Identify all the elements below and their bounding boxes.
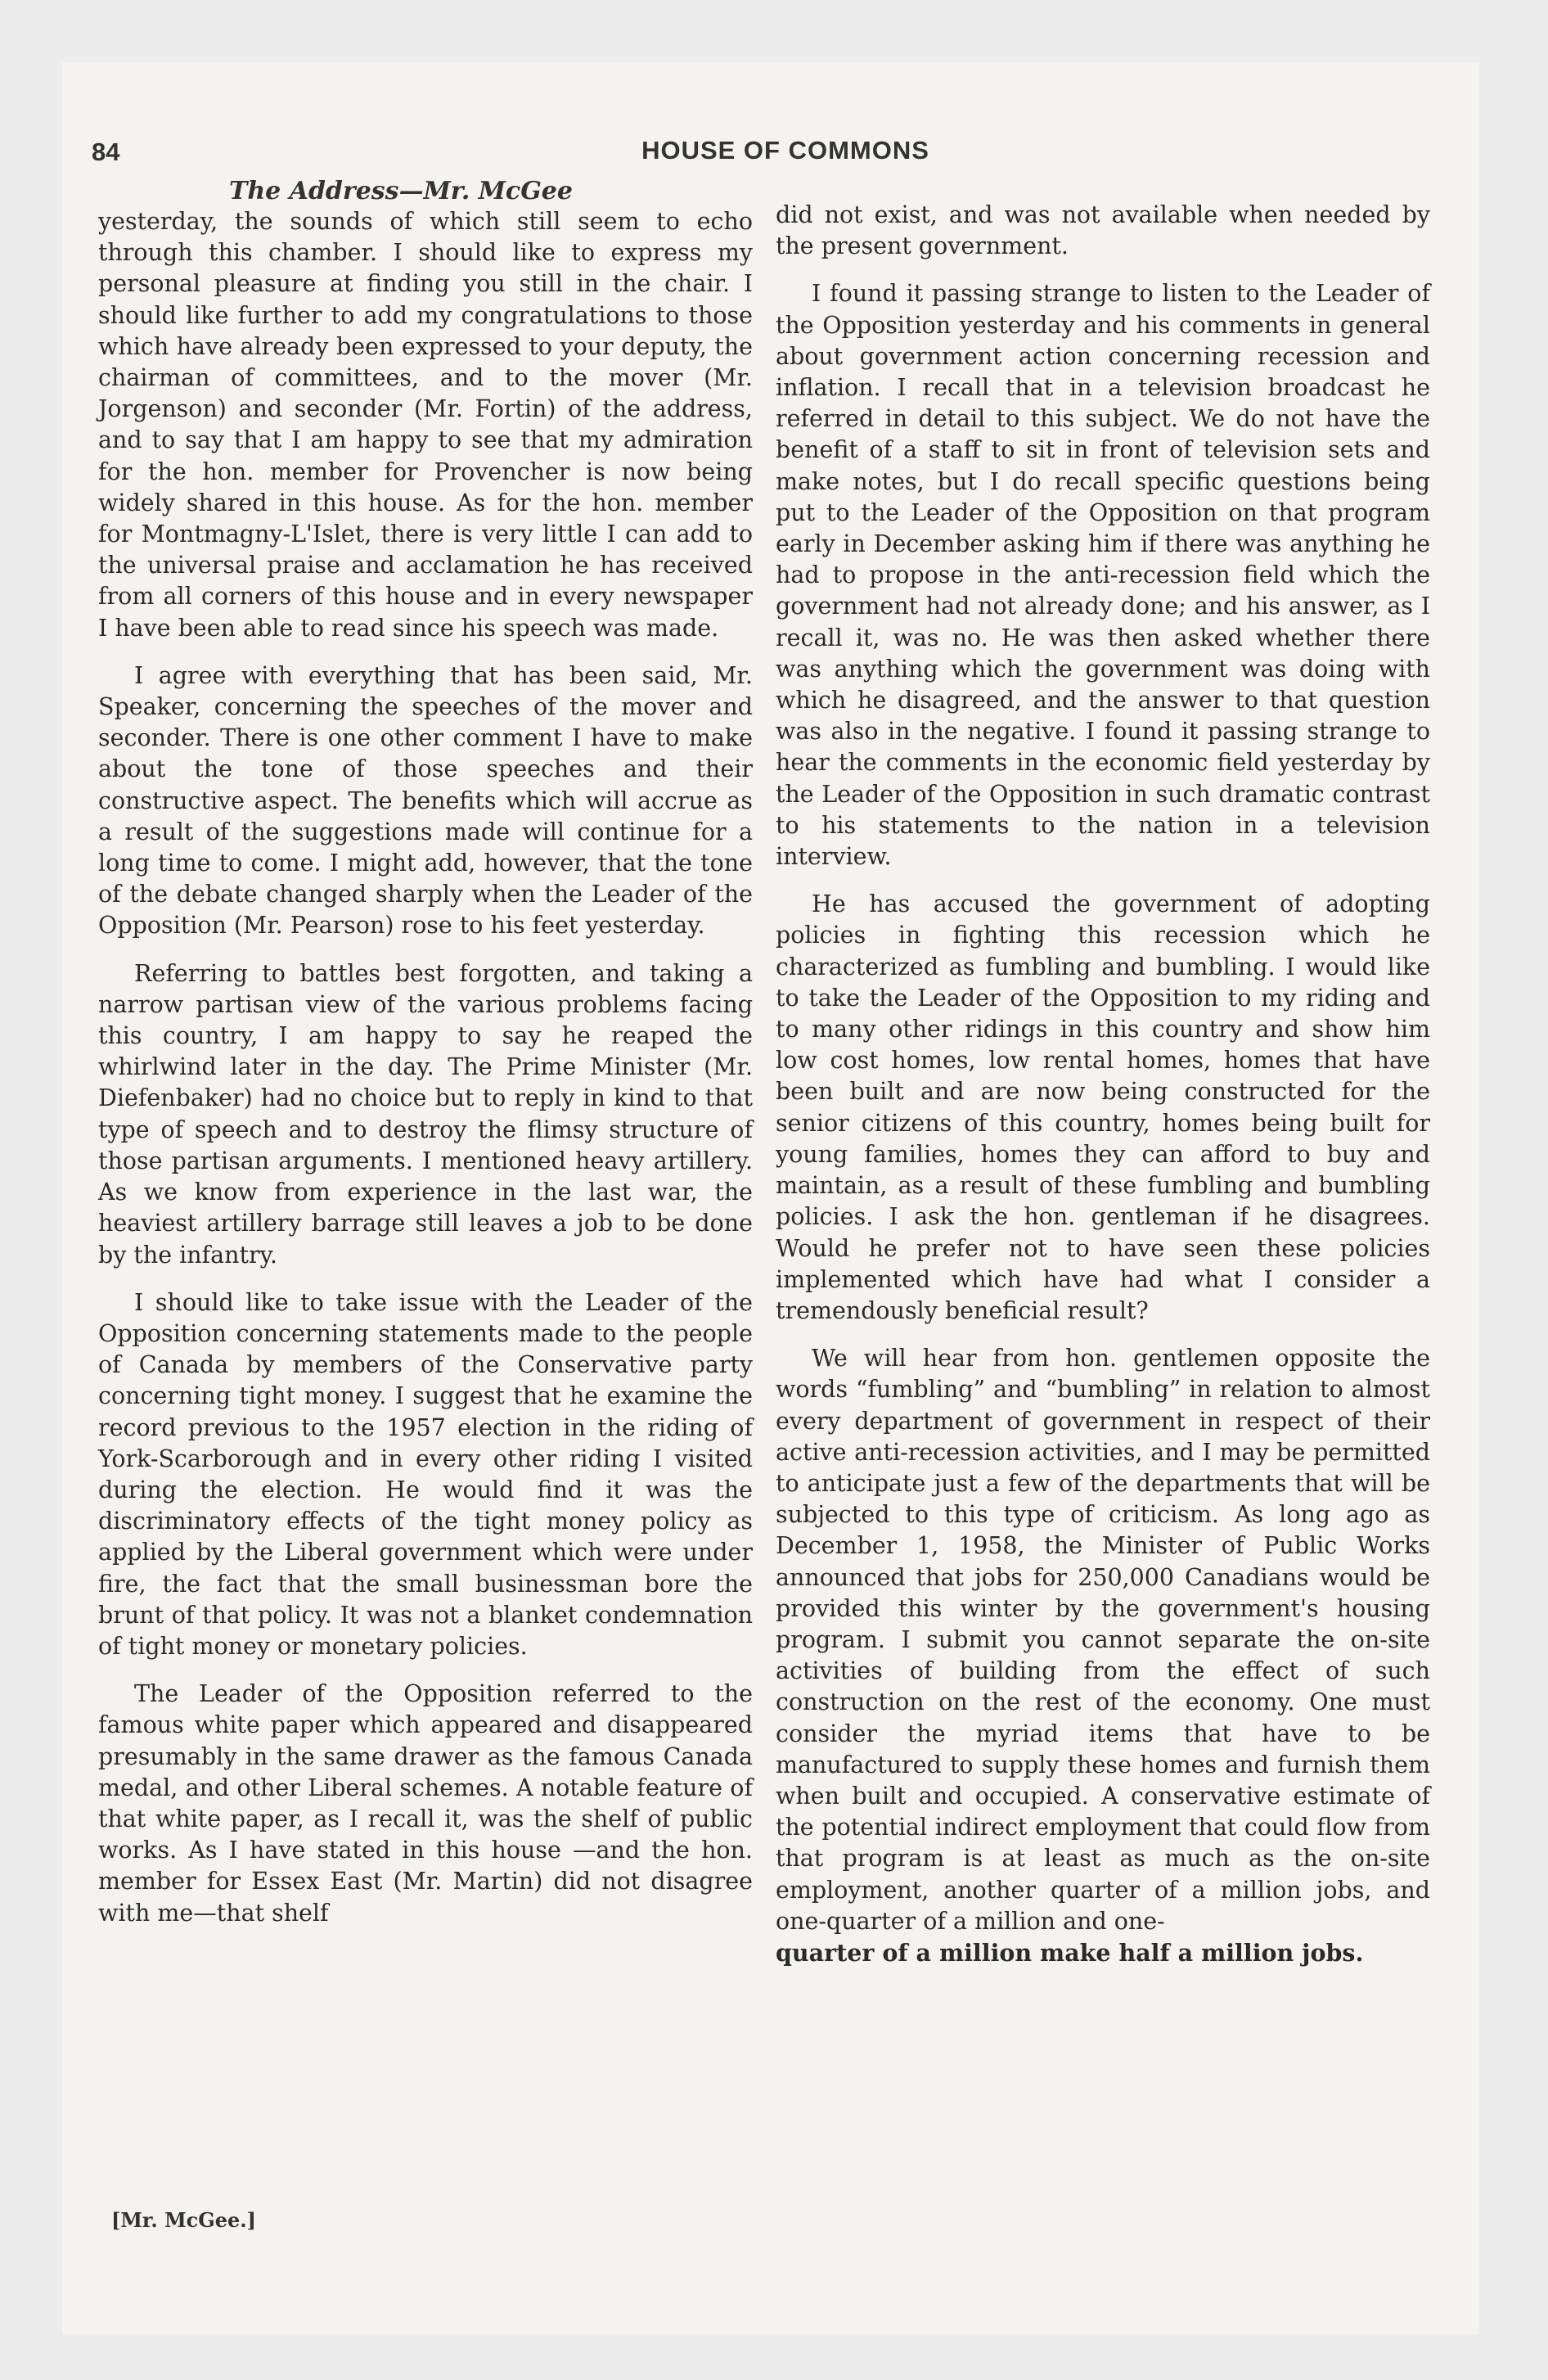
- closing-line: quarter of a million make half a million jobs.: [776, 1938, 1364, 1967]
- paragraph: The Leader of the Opposition referred to the famous white paper which appeared and disappeared presumably in the same drawer as the famous Canada medal, and other Liberal schemes. A notable feature of that white paper, as I recall it, was the shelf of public works. As I have stated in this house —and the hon. member for Essex East (Mr. Martin) did not disagree with me—that shelf: [98, 1680, 753, 1927]
- page-number: 84: [92, 137, 120, 166]
- speaker-footer: [Mr. McGee.]: [111, 2208, 256, 2232]
- paragraph: did not exist, and was not available when needed by the present government.: [776, 201, 1430, 260]
- paragraph: He has accused the government of adopting policies in fighting this recession which he characterized as fumbling and bumbling. I would like to take the Leader of the Opposition to my riding and to many other ridings in this country and show him low cost homes, low rental homes, homes that have been built and are now being constructed for the senior citizens of this country, homes being built for young families, homes they can afford to buy and maintain, as a result of these fumbling and bumbling policies. I ask the hon. gentleman if he disagrees. Would he prefer not to have seen these policies implemented which have had what I consider a tremendously beneficial result?: [776, 890, 1430, 1324]
- paragraph: I should like to take issue with the Leader of the Opposition concerning statements made to the people of Canada by members of the Conservative party concerning tight money. I suggest that he examine the record previous to the 1957 election in the riding of York-Scarborough and in every other riding I visited during the election. He would find it was the discriminatory effects of the tight money policy as applied by the Liberal government which were under fire, the fact that the small businessman bore the brunt of that policy. It was not a blanket condemnation of tight money or monetary policies.: [98, 1288, 753, 1660]
- running-head: HOUSE OF COMMONS: [641, 136, 929, 165]
- paragraph: We will hear from hon. gentlemen opposite the words “fumbling” and “bumbling” in relation to almost every department of government in respect of their active anti-recession activities, and I may be permitted to anticipate just a few of the departments that will be subjected to this type of criticism. As long ago as December 1, 1958, the Minister of Public Works announced that jobs for 250,000 Canadians would be provided this winter by the government's housing program. I submit you cannot separate the on-site activities of building from the effect of such construction on the rest of the economy. One must consider the myriad items that have to be manufactured to supply these homes and furnish them when built and occupied. A conservative estimate of the potential indirect employment that could flow from that program is at least as much as the on-site employment, another quarter of a million jobs, and one-quarter of a million and one-: [776, 1345, 1430, 1935]
- paragraph: Referring to battles best forgotten, and taking a narrow partisan view of the various problems facing this country, I am happy to say he reaped the whirlwind later in the day. The Prime Minister (Mr. Diefenbaker) had no choice but to reply in kind to that type of speech and to destroy the flimsy structure of those partisan arguments. I mentioned heavy artillery. As we know from experience in the last war, the heaviest artillery barrage still leaves a job to be done by the infantry.: [98, 959, 753, 1269]
- paragraph: I agree with everything that has been said, Mr. Speaker, concerning the speeches of the mover and seconder. There is one other comment I have to make about the tone of those speeches and their constructive aspect. The benefits which will accrue as a result of the suggestions made will continue for a long time to come. I might add, however, that the tone of the debate changed sharply when the Leader of the Opposition (Mr. Pearson) rose to his feet yesterday.: [98, 661, 753, 940]
- section-subhead: The Address—Mr. McGee: [229, 177, 573, 205]
- right-column: [776, 200, 1430, 1985]
- paragraph: I found it passing strange to listen to the Leader of the Opposition yesterday and his comments in general about government action concerning recession and inflation. I recall that in a television broadcast he referred in detail to this subject. We do not have the benefit of a staff to sit in front of television sets and make notes, but I do recall specific questions being put to the Leader of the Opposition on that program early in December asking him if there was anything he had to propose in the anti-recession field which the government had not already done; and his answer, as I recall it, was no. He was then asked whether there was anything which the government was doing with which he disagreed, and the answer to that question was also in the negative. I found it passing strange to hear the comments in the economic field yesterday by the Leader of the Opposition in such dramatic contrast to his statements to the nation in a television interview.: [776, 280, 1430, 871]
- left-column: [98, 206, 753, 1945]
- paragraph: yesterday, the sounds of which still seem to echo through this chamber. I should like to express my personal pleasure at finding you still in the chair. I should like further to add my congratulations to those which have already been expressed to your deputy, the chairman of committees, and to the mover (Mr. Jorgenson) and seconder (Mr. Fortin) of the address, and to say that I am happy to see that my admiration for the hon. member for Provencher is now being widely shared in this house. As for the hon. member for Montmagny-L'Islet, there is very little I can add to the universal praise and acclamation he has received from all corners of this house and in every newspaper I have been able to read since his speech was made.: [98, 208, 753, 642]
